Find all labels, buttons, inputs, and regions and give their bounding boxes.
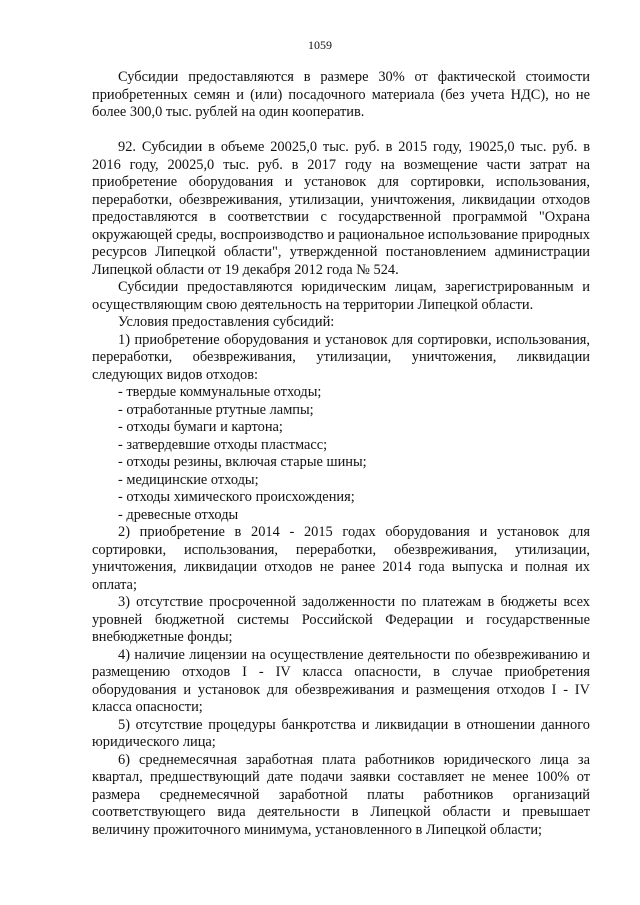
paragraph-condition-1: 1) приобретение оборудования и установок для сортировки, использования, переработки, обезвреживания, утилизации, уничтожения, ликвидации следующих видов отходов: xyxy=(92,331,590,383)
waste-types-list xyxy=(92,384,590,524)
paragraph-conditions-heading: Условия предоставления субсидий: xyxy=(118,314,335,330)
paragraph-condition-4: 4) наличие лицензии на осуществление деятельности по обезвреживанию и размещению отходов I - IV класса опасности, в случае приобретения оборудования и установок для обезвреживания и размещения отходов I - IV класса опасности; xyxy=(92,646,590,715)
list-item: - отходы резины, включая старые шины; xyxy=(118,454,367,470)
list-item: - твердые коммунальные отходы; xyxy=(118,384,322,400)
paragraph-item-92: 92. Субсидии в объеме 20025,0 тыс. руб. в 2015 году, 19025,0 тыс. руб. в 2016 году, 20025,0 тыс. руб. в 2017 году на возмещение части затрат на приобретение оборудования и установок для сортировки, использования, переработки, обезвреживания, утилизации, уничтожения, ликвидации отходов предоставляются в соответствии с государственной программой "Охрана окружающей среды, воспроизводство и рациональное использование природных ресурсов Липецкой области", утвержденной постановлением администрации Липецкой области от 19 декабря 2012 года № 524. xyxy=(92,139,590,278)
paragraph-subsidy-rate: Субсидии предоставляются в размере 30% от фактической стоимости приобретенных семян и (или) посадочного материала (без учета НДС), но не более 300,0 тыс. рублей на один кооператив. xyxy=(92,69,590,120)
paragraph-condition-3: 3) отсутствие просроченной задолженности по платежам в бюджеты всех уровней бюджетной системы Российской Федерации и государственные внебюджетные фонды; xyxy=(92,594,590,645)
paragraph-condition-6: 6) среднемесячная заработная плата работников юридического лица за квартал, предшествующий дате подачи заявки составляет не менее 100% от размера среднемесячной заработной платы работников организаций соответствующего вида деятельности в Липецкой области и превышает величину прожиточного минимума, установленного в Липецкой области; xyxy=(92,751,590,838)
paragraph-condition-2: 2) приобретение в 2014 - 2015 годах оборудования и установок для сортировки, использования, переработки, обезвреживания, утилизации, уничтожения, ликвидации отходов не ранее 2014 года выпуска и полная их оплата; xyxy=(92,524,590,593)
page-number: 1059 xyxy=(308,38,332,52)
list-item: - отходы химического происхождения; xyxy=(118,489,355,505)
paragraph-condition-5: 5) отсутствие процедуры банкротства и ликвидации в отношении данного юридического лица; xyxy=(92,716,590,750)
list-item: - медицинские отходы; xyxy=(118,471,259,488)
list-item: - затвердевшие отходы пластмасс; xyxy=(118,436,328,453)
list-item: - отходы бумаги и картона; xyxy=(118,419,283,435)
list-item: - отработанные ртутные лампы; xyxy=(118,401,314,418)
paragraph-recipients: Субсидии предоставляются юридическим лицам, зарегистрированным и осуществляющим свою деятельность на территории Липецкой области. xyxy=(92,279,590,313)
document-body xyxy=(92,69,590,839)
list-item: - древесные отходы xyxy=(118,506,239,523)
